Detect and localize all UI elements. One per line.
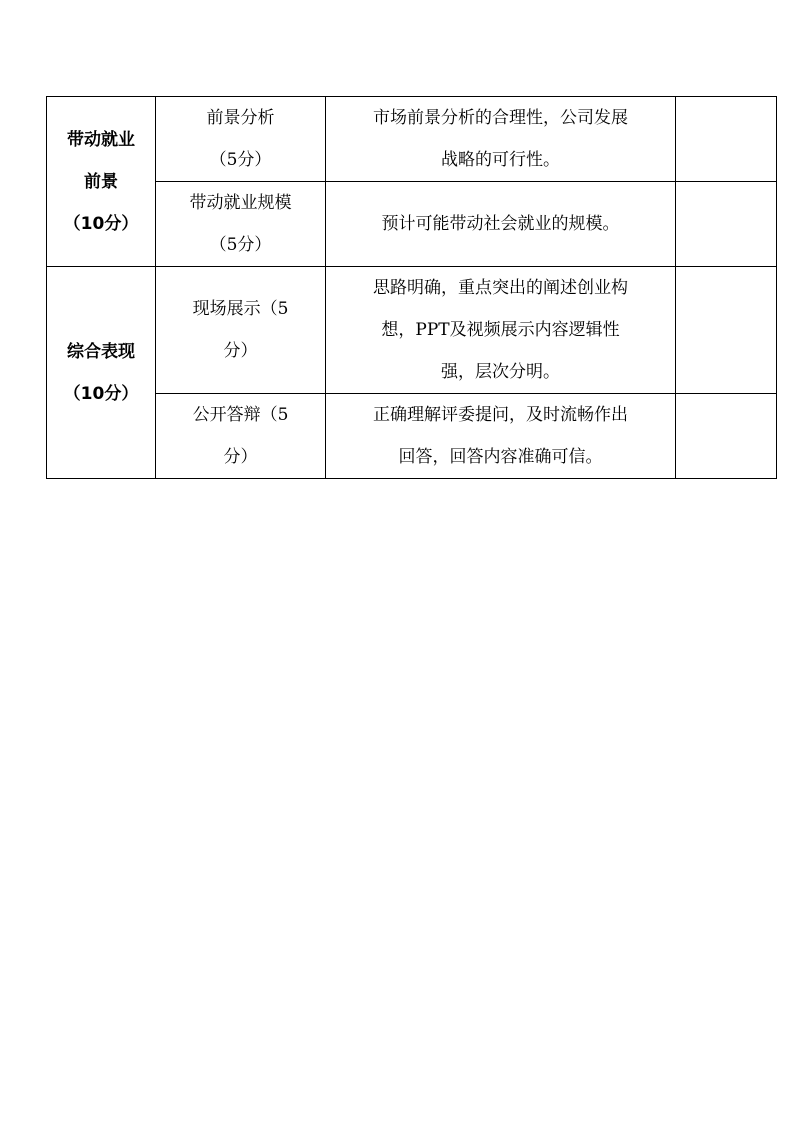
score-cell[interactable] — [676, 267, 777, 394]
item-label: 公开答辩（5 — [192, 405, 289, 425]
criteria-cell — [326, 394, 676, 479]
item-label: 前景分析 — [206, 108, 275, 128]
category-cell — [47, 97, 156, 267]
criteria-text: 思路明确，重点突出的阐述创业构 — [373, 278, 628, 298]
item-points: 分） — [223, 447, 258, 467]
table-row — [47, 267, 777, 394]
score-cell[interactable] — [676, 182, 777, 267]
table-row — [47, 97, 777, 182]
criteria-text: 预计可能带动社会就业的规模。 — [381, 214, 620, 234]
item-points: 分） — [223, 341, 258, 361]
category-cell — [47, 267, 156, 479]
item-cell — [156, 394, 326, 479]
score-cell[interactable] — [676, 394, 777, 479]
category-label: 前景 — [84, 171, 118, 192]
category-points: （10分） — [63, 213, 139, 234]
item-cell — [156, 97, 326, 182]
category-points: （10分） — [63, 383, 139, 404]
score-cell[interactable] — [676, 97, 777, 182]
table-row — [47, 394, 777, 479]
item-points: （5分） — [209, 235, 272, 255]
criteria-text: 市场前景分析的合理性，公司发展 — [373, 108, 628, 128]
criteria-text: 正确理解评委提问，及时流畅作出 — [373, 405, 628, 425]
criteria-cell — [326, 182, 676, 267]
item-label: 现场展示（5 — [192, 299, 289, 319]
criteria-text: 战略的可行性。 — [441, 150, 560, 170]
category-label: 综合表现 — [67, 341, 135, 362]
table-row — [47, 182, 777, 267]
scoring-table — [46, 96, 777, 479]
criteria-text: 想，PPT及视频展示内容逻辑性 — [381, 320, 620, 340]
criteria-cell — [326, 97, 676, 182]
category-label: 带动就业 — [67, 129, 135, 150]
item-cell — [156, 182, 326, 267]
criteria-cell — [326, 267, 676, 394]
criteria-text: 强，层次分明。 — [441, 362, 560, 382]
criteria-text: 回答，回答内容准确可信。 — [398, 447, 603, 467]
item-points: （5分） — [209, 150, 272, 170]
item-cell — [156, 267, 326, 394]
item-label: 带动就业规模 — [189, 193, 292, 213]
